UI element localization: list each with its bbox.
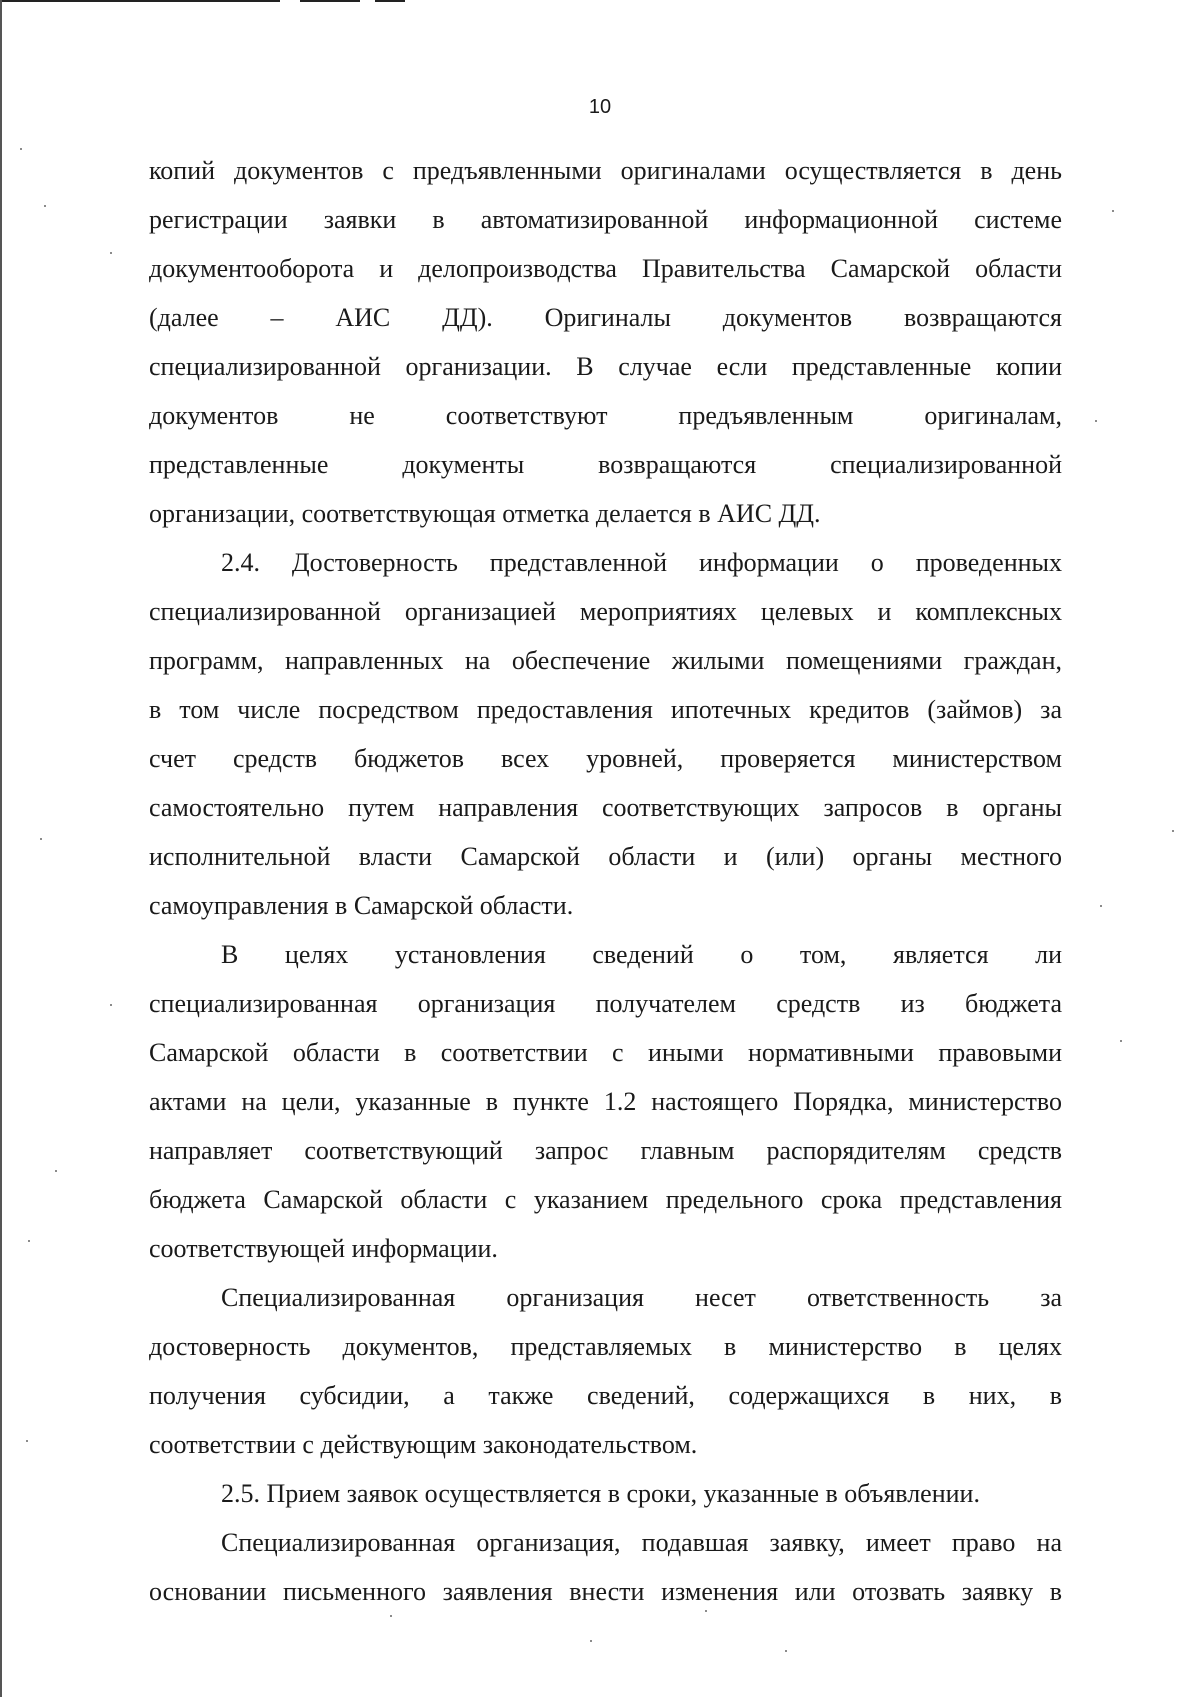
text-line: получения субсидии, а также сведений, содержащихся в них, в	[149, 1381, 1062, 1410]
text-line: документов не соответствуют предъявленным оригиналам,	[149, 401, 1062, 430]
text-line: программ, направленных на обеспечение жилыми помещениями граждан,	[149, 646, 1062, 675]
scan-speck	[44, 205, 46, 207]
document-body	[149, 146, 1062, 1616]
text-line: Самарской области в соответствии с иными нормативными правовыми	[149, 1038, 1062, 1067]
scan-speck	[1100, 905, 1102, 907]
paragraph	[149, 146, 1062, 538]
scan-speck	[590, 1640, 592, 1642]
paragraph	[149, 1469, 1062, 1518]
text-line: 2.5. Прием заявок осуществляется в сроки, указанные в объявлении.	[221, 1479, 980, 1508]
scan-speck	[110, 252, 112, 254]
scan-speck	[1112, 210, 1114, 212]
text-line: соответствующей информации.	[149, 1234, 498, 1263]
text-line: в том числе посредством предоставления ипотечных кредитов (займов) за	[149, 695, 1062, 724]
scan-speck	[1172, 830, 1174, 832]
text-line: направляет соответствующий запрос главным распорядителям средств	[149, 1136, 1062, 1165]
paragraph	[149, 1518, 1062, 1616]
text-line: организации, соответствующая отметка делается в АИС ДД.	[149, 499, 821, 528]
text-line: счет средств бюджетов всех уровней, проверяется министерством	[149, 744, 1062, 773]
text-line: регистрации заявки в автоматизированной информационной системе	[149, 205, 1062, 234]
text-line: специализированной организации. В случае если представленные копии	[149, 352, 1062, 381]
top-scan-rule	[375, 0, 405, 2]
top-scan-rule	[300, 0, 360, 2]
scan-speck	[28, 1240, 30, 1242]
paragraph	[149, 1273, 1062, 1469]
text-line: бюджета Самарской области с указанием предельного срока представления	[149, 1185, 1062, 1214]
scan-speck	[705, 1610, 707, 1612]
top-scan-rule	[0, 0, 280, 2]
scan-speck	[390, 1615, 392, 1617]
scan-speck	[40, 838, 42, 840]
text-line: представленные документы возвращаются специализированной	[149, 450, 1062, 479]
paragraph	[149, 930, 1062, 1273]
text-line: актами на цели, указанные в пункте 1.2 настоящего Порядка, министерство	[149, 1087, 1062, 1116]
text-line: документооборота и делопроизводства Правительства Самарской области	[149, 254, 1062, 283]
text-line: самостоятельно путем направления соответствующих запросов в органы	[149, 793, 1062, 822]
page-left-edge	[0, 0, 2, 1697]
text-line: В целях установления сведений о том, является ли	[221, 940, 1062, 969]
page-number: 10	[588, 96, 612, 118]
text-line: Специализированная организация, подавшая заявку, имеет право на	[221, 1528, 1062, 1557]
text-line: основании письменного заявления внести изменения или отозвать заявку в	[149, 1577, 1062, 1606]
text-line: 2.4. Достоверность представленной информации о проведенных	[221, 548, 1062, 577]
scan-speck	[785, 1650, 787, 1652]
text-line: копий документов с предъявленными оригиналами осуществляется в день	[149, 156, 1062, 185]
text-line: Специализированная организация несет ответственность за	[221, 1283, 1062, 1312]
text-line: соответствии с действующим законодательством.	[149, 1430, 698, 1459]
text-line: исполнительной власти Самарской области и (или) органы местного	[149, 842, 1062, 871]
scan-speck	[110, 1004, 112, 1006]
text-line: достоверность документов, представляемых в министерство в целях	[149, 1332, 1062, 1361]
scan-speck	[26, 1440, 28, 1442]
text-line: самоуправления в Самарской области.	[149, 891, 574, 920]
text-line: специализированная организация получателем средств из бюджета	[149, 989, 1062, 1018]
paragraph	[149, 538, 1062, 930]
scan-speck	[1120, 1040, 1122, 1042]
scan-speck	[20, 148, 22, 150]
scan-speck	[55, 1170, 57, 1172]
text-line: (далее – АИС ДД). Оригиналы документов возвращаются	[149, 303, 1062, 332]
text-line: специализированной организацией мероприятиях целевых и комплексных	[149, 597, 1062, 626]
scan-speck	[1095, 420, 1097, 422]
